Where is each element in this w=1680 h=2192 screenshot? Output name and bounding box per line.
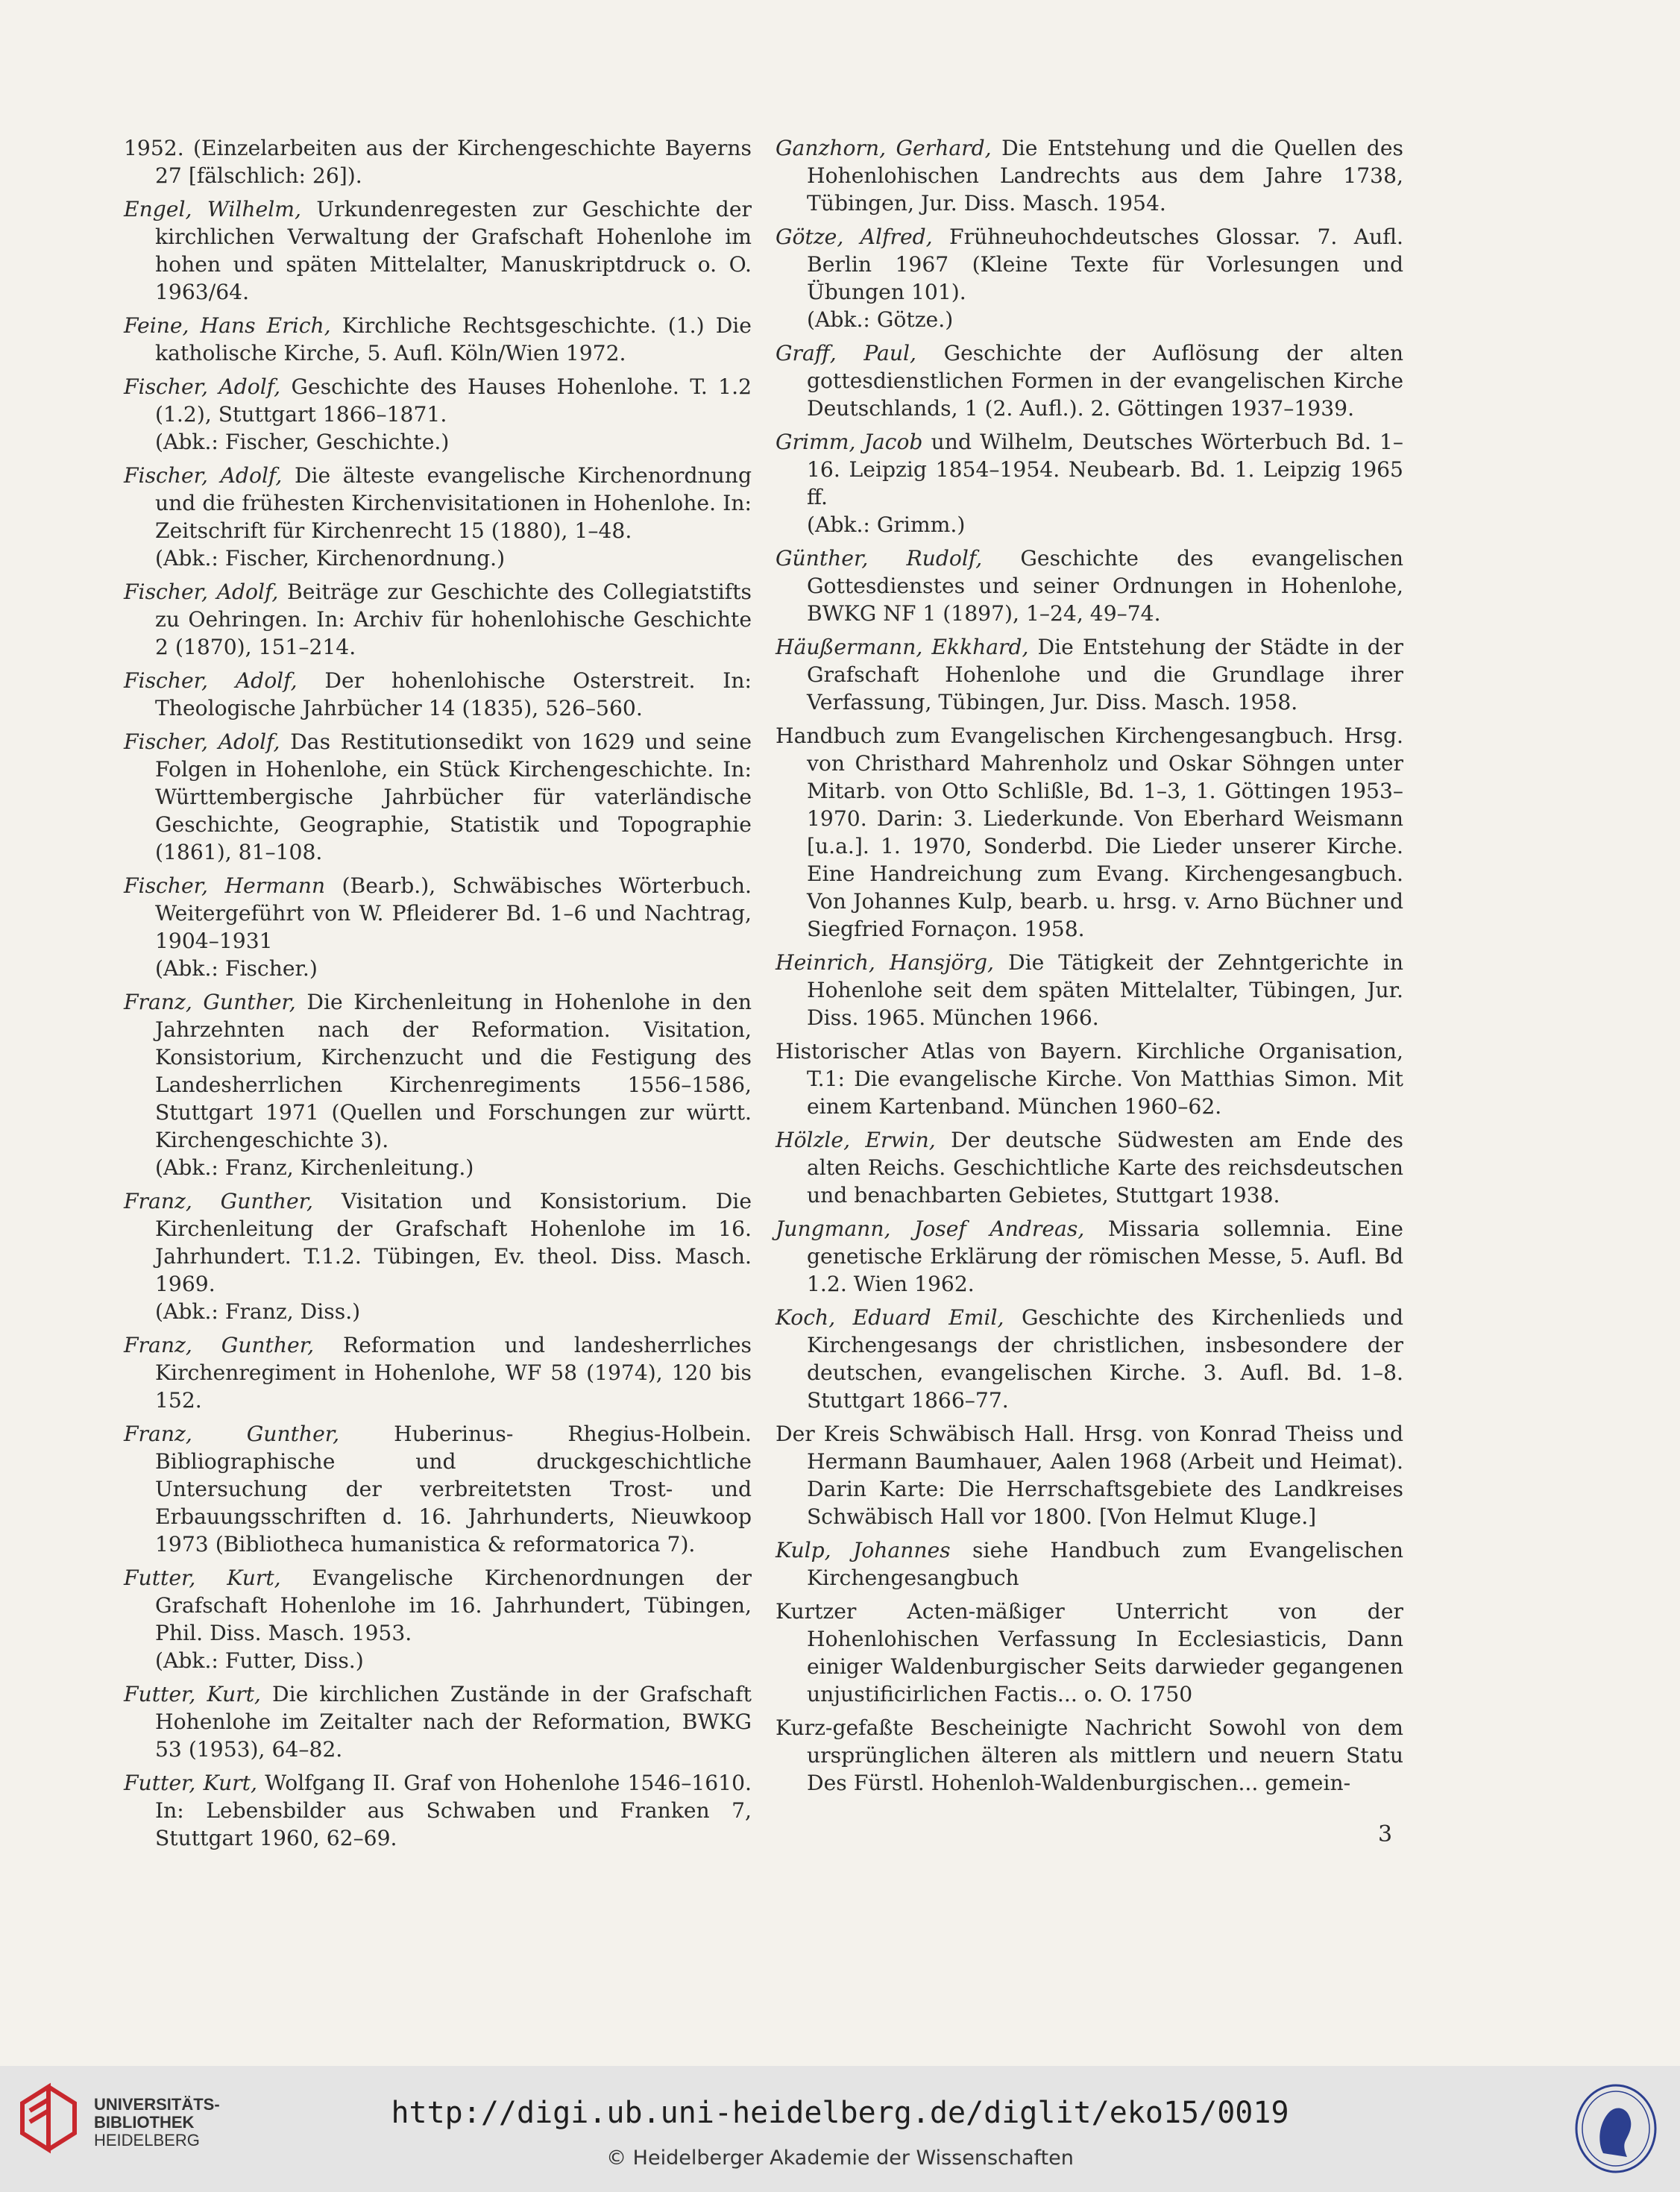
bibliography-entry [775, 1037, 1403, 1120]
entry-text: siehe Handbuch zum Evangelischen Kirchengesangbuch [807, 1538, 1403, 1590]
bibliography-entry [775, 949, 1403, 1031]
entry-abbreviation: (Abk.: Franz, Diss.) [155, 1299, 361, 1324]
entry-text: (Bearb.), Schwäbisches Wörterbuch. Weitergeführt von W. Pfleiderer Bd. 1–6 und Nachtrag, 1904–1931 [155, 873, 752, 953]
entry-text: Geschichte des Hauses Hohenlohe. T. 1.2 (1.2), Stuttgart 1866–1871. [155, 374, 752, 427]
entry-text: Missaria sollemnia. Eine genetische Erklärung der römischen Messe, 5. Aufl. Bd 1.2. Wien 1962. [807, 1216, 1403, 1296]
permalink-url[interactable]: http://digi.ub.uni-heidelberg.de/diglit/eko15/0019 [391, 2096, 1289, 2130]
entry-text: Geschichte der Auflösung der alten gottesdienstlichen Formen in der evangelischen Kirche Deutschlands, 1 (2. Aufl.). 2. Göttingen 1937–1939. [807, 341, 1404, 421]
footer-bar [0, 2066, 1680, 2192]
entry-author: Feine, Hans Erich, [124, 313, 331, 338]
entry-text: Frühneuhochdeutsches Glossar. 7. Aufl. Berlin 1967 (Kleine Texte für Vorlesungen und Übungen 101). [807, 224, 1403, 304]
entry-text: Kurz-gefaßte Bescheinigte Nachricht Sowohl von dem ursprünglichen älteren als mittlern und neuern Statu Des Fürstl. Hohenloh-Waldenburgischen... gemein- [775, 1715, 1403, 1795]
entry-text: Evangelische Kirchenordnungen der Grafschaft Hohenlohe im 16. Jahrhundert, Tübingen, Phil. Diss. Masch. 1953. [155, 1566, 752, 1645]
entry-author: Franz, Gunther, [124, 990, 296, 1014]
entry-text: Kurtzer Acten-mäßiger Unterricht von der Hohenlohischen Verfassung In Ecclesiasticis, Dann einiger Waldenburgischer Seits darwieder gegangenen unjustificirlichen Factis... o. O. 1750 [775, 1599, 1403, 1706]
entry-author: Ganzhorn, Gerhard, [775, 136, 992, 160]
entry-text: Die kirchlichen Zustände in der Grafschaft Hohenlohe im Zeitalter nach der Reformation, BWKG 53 (1953), 64–82. [155, 1682, 752, 1762]
entry-text: Beiträge zur Geschichte des Collegiatstifts zu Oehringen. In: Archiv für hohenlohische Geschichte 2 (1870), 151–214. [155, 580, 752, 659]
bibliography-entry [124, 988, 752, 1181]
bibliography-entry [775, 223, 1403, 333]
entry-text: Urkundenregesten zur Geschichte der kirchlichen Verwaltung der Grafschaft Hohenlohe im hohen und späten Mittelalter, Manuskriptdruck o. O. 1963/64. [155, 197, 752, 304]
entry-author: Häußermann, Ekkhard, [775, 635, 1029, 659]
entry-author: Heinrich, Hansjörg, [775, 950, 995, 975]
right-column [775, 134, 1403, 1803]
entry-text: und Wilhelm, Deutsches Wörterbuch Bd. 1–16. Leipzig 1854–1954. Neubearb. Bd. 1. Leipzig 1965 ff. [807, 430, 1403, 509]
bibliography-entry [124, 134, 752, 189]
bibliography-entry [124, 1420, 752, 1558]
bibliography-entry [124, 1564, 752, 1674]
entry-author: Fischer, Adolf, [124, 729, 280, 754]
entry-text: Reformation und landesherrliches Kirchenregiment in Hohenlohe, WF 58 (1974), 120 bis 152. [155, 1333, 752, 1413]
bibliography-entry [124, 872, 752, 982]
left-column [124, 134, 752, 1858]
entry-author: Fischer, Adolf, [124, 580, 279, 604]
entry-author: Götze, Alfred, [775, 224, 933, 249]
bibliography-entry [775, 1304, 1403, 1414]
entry-text: Geschichte des evangelischen Gottesdienstes und seiner Ordnungen in Hohenlohe, BWKG NF 1 (1897), 1–24, 49–74. [807, 546, 1403, 626]
bibliography-entry [124, 1769, 752, 1852]
entry-abbreviation: (Abk.: Götze.) [807, 307, 954, 332]
entry-author: Franz, Gunther, [124, 1422, 340, 1446]
entry-text: Historischer Atlas von Bayern. Kirchliche Organisation, T.1: Die evangelische Kirche. Von Matthias Simon. Mit einem Kartenband. München 1960–62. [775, 1039, 1403, 1119]
entry-abbreviation: (Abk.: Fischer, Geschichte.) [155, 430, 450, 454]
library-line-2: BIBLIOTHEK [94, 2113, 195, 2132]
entry-author: Franz, Gunther, [124, 1189, 313, 1213]
entry-author: Fischer, Hermann [124, 873, 326, 898]
bibliography-entry [775, 134, 1403, 217]
entry-text: Die Kirchenleitung in Hohenlohe in den Jahrzehnten nach der Reformation. Visitation, Konsistorium, Kirchenzucht und die Festigung des Landesherrlichen Kirchenregiments 1556–1586, Stuttgart 1971 (Quellen und Forschungen zur württ. Kirchengeschichte 3). [155, 990, 752, 1152]
entry-author: Engel, Wilhelm, [124, 197, 301, 222]
entry-text: Die älteste evangelische Kirchenordnung und die frühesten Kirchenvisitationen in Hohenlohe. In: Zeitschrift für Kirchenrecht 15 (1880), 1–48. [155, 463, 752, 543]
academy-seal-icon [1573, 2082, 1659, 2176]
bibliography-entry [124, 667, 752, 722]
entry-text: Der hohenlohische Osterstreit. In: Theologische Jahrbücher 14 (1835), 526–560. [155, 668, 752, 720]
bibliography-entry [775, 1420, 1403, 1530]
entry-text: Die Entstehung der Städte in der Grafschaft Hohenlohe und die Grundlage ihrer Verfassung, Tübingen, Jur. Diss. Masch. 1958. [807, 635, 1403, 715]
entry-text: Die Tätigkeit der Zehntgerichte in Hohenlohe seit dem späten Mittelalter, Tübingen, Jur. Diss. 1965. München 1966. [807, 950, 1403, 1030]
entry-abbreviation: (Abk.: Grimm.) [807, 512, 966, 537]
bibliography-entry [124, 1331, 752, 1414]
entry-text: Die Entstehung und die Quellen des Hohenlohischen Landrechts aus dem Jahre 1738, Tübingen, Jur. Diss. Masch. 1954. [807, 136, 1403, 216]
entry-text: 1952. (Einzelarbeiten aus der Kirchengeschichte Bayerns 27 [fälschlich: 26]). [124, 136, 752, 188]
bibliography-entry [775, 722, 1403, 943]
entry-text: Visitation und Konsistorium. Die Kirchenleitung der Grafschaft Hohenlohe im 16. Jahrhundert. T.1.2. Tübingen, Ev. theol. Diss. Masch. 1969. [155, 1189, 752, 1296]
entry-author: Grimm, Jacob [775, 430, 923, 454]
entry-author: Futter, Kurt, [124, 1682, 261, 1706]
bibliography-entry [775, 1536, 1403, 1592]
bibliography-entry [124, 312, 752, 367]
bibliography-entry [124, 578, 752, 661]
bibliography-entry [775, 1215, 1403, 1298]
bibliography-entry [775, 339, 1403, 422]
copyright-notice: © Heidelberger Akademie der Wissenschaften [606, 2147, 1074, 2170]
entry-author: Koch, Eduard Emil, [775, 1305, 1004, 1330]
entry-text: Kirchliche Rechtsgeschichte. (1.) Die katholische Kirche, 5. Aufl. Köln/Wien 1972. [155, 313, 752, 365]
entry-text: Wolfgang II. Graf von Hohenlohe 1546–1610. In: Lebensbilder aus Schwaben und Franken 7, Stuttgart 1960, 62–69. [155, 1771, 752, 1850]
bibliography-entry [775, 1598, 1403, 1708]
page-number: 3 [1378, 1821, 1393, 1847]
entry-abbreviation: (Abk.: Fischer, Kirchenordnung.) [155, 546, 506, 571]
entry-text: Huberinus- Rhegius-Holbein. Bibliographische und druckgeschichtliche Untersuchung der verbreitetsten Trost- und Erbauungsschriften d. 16. Jahrhunderts, Nieuwkoop 1973 (Bibliotheca humanistica & reformatorica 7). [155, 1422, 752, 1557]
entry-text: Der Kreis Schwäbisch Hall. Hrsg. von Konrad Theiss und Hermann Baumhauer, Aalen 1968 (Arbeit und Heimat). Darin Karte: Die Herrschaftsgebiete des Landkreises Schwäbisch Hall vor 1800. [Von Helmut Kluge.] [775, 1422, 1403, 1529]
bibliography-entry [124, 373, 752, 456]
entry-abbreviation: (Abk.: Futter, Diss.) [155, 1648, 364, 1673]
entry-text: Das Restitutionsedikt von 1629 und seine Folgen in Hohenlohe, ein Stück Kirchengeschichte. In: Württembergische Jahrbücher für vaterländische Geschichte, Geographie, Statistik und Topographie (1861), 81–108. [155, 729, 752, 864]
entry-author: Fischer, Adolf, [124, 668, 298, 693]
bibliography-entry [124, 1680, 752, 1763]
entry-author: Hölzle, Erwin, [775, 1128, 936, 1152]
bibliography-entry [775, 428, 1403, 538]
entry-author: Graff, Paul, [775, 341, 916, 365]
bibliography-entry [775, 544, 1403, 627]
entry-text: Handbuch zum Evangelischen Kirchengesangbuch. Hrsg. von Christhard Mahrenholz und Oskar Söhngen unter Mitarb. von Otto Schlißle, Bd. 1–3, 1. Göttingen 1953–1970. Darin: 3. Liederkunde. Von Eberhard Weismann [u.a.]. 1. 1970, Sonderbd. Die Lieder unserer Kirche. Eine Handreichung zum Evang. Kirchengesangbuch. Von Johannes Kulp, bearb. u. hrsg. v. Arno Büchner und Siegfried Fornaçon. 1958. [775, 723, 1403, 941]
entry-author: Günther, Rudolf, [775, 546, 983, 571]
bibliography-entry [124, 1187, 752, 1325]
entry-abbreviation: (Abk.: Fischer.) [155, 956, 318, 981]
entry-author: Fischer, Adolf, [124, 374, 281, 399]
library-line-3: HEIDELBERG [94, 2131, 200, 2149]
entry-text: Der deutsche Südwesten am Ende des alten Reichs. Geschichtliche Karte des reichsdeutschen und benachbarten Gebietes, Stuttgart 1938. [807, 1128, 1403, 1208]
bibliography-entry [775, 1714, 1403, 1797]
entry-text: Geschichte des Kirchenlieds und Kirchengesangs der christlichen, insbesondere der deutschen, evangelischen Kirche. 3. Aufl. Bd. 1–8. Stuttgart 1866–77. [807, 1305, 1403, 1413]
entry-author: Jungmann, Josef Andreas, [775, 1216, 1085, 1241]
bibliography-entry [775, 633, 1403, 716]
bibliography-entry [124, 728, 752, 866]
entry-author: Futter, Kurt, [124, 1566, 281, 1590]
entry-abbreviation: (Abk.: Franz, Kirchenleitung.) [155, 1155, 474, 1180]
bibliography-entry [775, 1126, 1403, 1209]
library-line-1: UNIVERSITÄTS- [94, 2095, 220, 2114]
bibliography-entry [124, 462, 752, 572]
entry-author: Futter, Kurt, [124, 1771, 257, 1795]
entry-author: Fischer, Adolf, [124, 463, 283, 488]
entry-author: Kulp, Johannes [775, 1538, 951, 1563]
entry-author: Franz, Gunther, [124, 1333, 315, 1357]
bibliography-entry [124, 195, 752, 306]
